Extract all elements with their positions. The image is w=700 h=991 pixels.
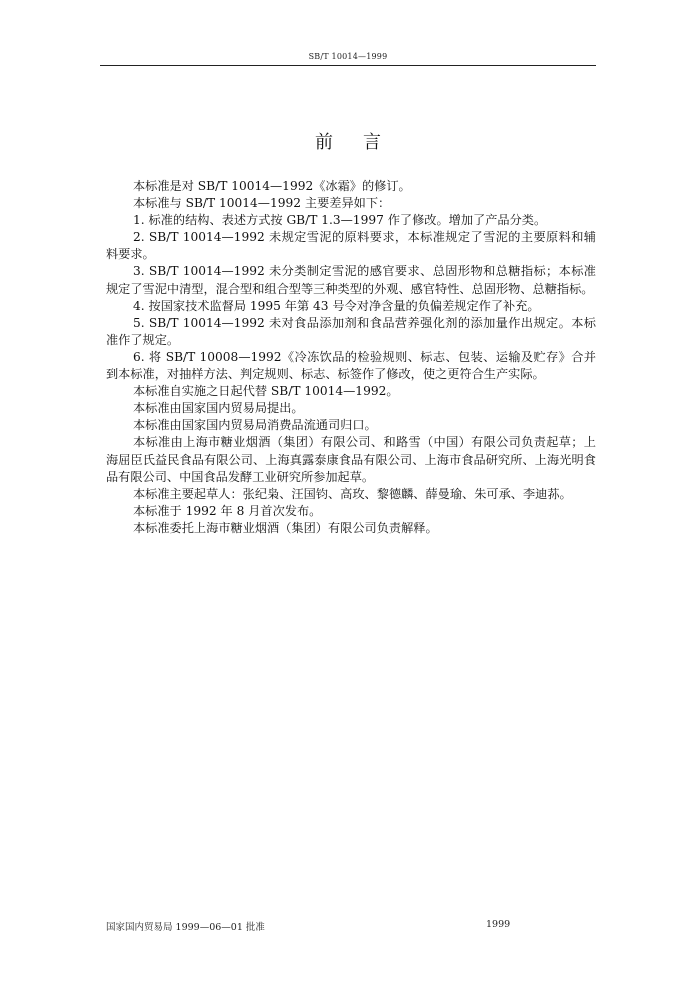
paragraph-item-1: 1. 标准的结构、表述方式按 GB/T 1.3—1997 作了修改。增加了产品分类。 [133, 213, 547, 228]
header-rule [100, 65, 596, 66]
footer-year: 1999 [486, 919, 511, 930]
paragraph-managed-by: 本标准由国家国内贸易局消费品流通司归口。 [133, 418, 377, 433]
paragraph-proposed-by: 本标准由国家国内贸易局提出。 [133, 401, 304, 416]
paragraph-item-3: 3. SB/T 10014—1992 未分类制定雪泥的感官要求、总固形物和总糖指标；本标准规定了雪泥中清型，混合型和组合型等三种类型的外观、感官特性、总固形物、总糖指标。 [106, 264, 596, 296]
paragraph-differences-intro: 本标准与 SB/T 10014—1992 主要差异如下： [133, 196, 391, 211]
paragraph-interpretation: 本标准委托上海市糖业烟酒（集团）有限公司负责解释。 [133, 520, 438, 535]
paragraph-item-6: 6. 将 SB/T 10008—1992《冷冻饮品的检验规则、标志、包装、运输及贮存》合并到本标准，对抽样方法、判定规则、标志、标签作了修改，使之更符合生产实际。 [106, 349, 596, 382]
foreword-body [106, 178, 596, 537]
paragraph-item-4: 4. 按国家技术监督局 1995 年第 43 号令对净含量的负偏差规定作了补充。 [133, 298, 540, 313]
paragraph-first-published: 本标准于 1992 年 8 月首次发布。 [133, 503, 322, 518]
running-header: SB/T 10014—1999 [308, 52, 388, 61]
page-title: 前言 [315, 132, 411, 153]
paragraph-item-2: 2. SB/T 10014—1992 未规定雪泥的原料要求，本标准规定了雪泥的主要原料和辅料要求。 [106, 230, 596, 262]
paragraph-item-5: 5. SB/T 10014—1992 未对食品添加剂和食品营养强化剂的添加量作出规定。本标准作了规定。 [106, 315, 596, 347]
paragraph-replaces: 本标准自实施之日起代替 SB/T 10014—1992。 [133, 384, 399, 399]
paragraph-drafters: 本标准主要起草人：张纪枭、汪国钧、高玫、黎德麟、薛曼瑜、朱可承、李迪荪。 [133, 486, 572, 501]
paragraph-drafted-by: 本标准由上海市糖业烟酒（集团）有限公司、和路雪（中国）有限公司负责起草；上海屈臣氏益民食品有限公司、上海真露泰康食品有限公司、上海市食品研究所、上海光明食品有限公司、中国食品发酵工业研究所参加起草。 [106, 435, 596, 484]
approval-footer: 国家国内贸易局 1999—06—01 批准 [106, 922, 265, 933]
paragraph-revision-note: 本标准是对 SB/T 10014—1992《冰霜》的修订。 [133, 179, 411, 193]
